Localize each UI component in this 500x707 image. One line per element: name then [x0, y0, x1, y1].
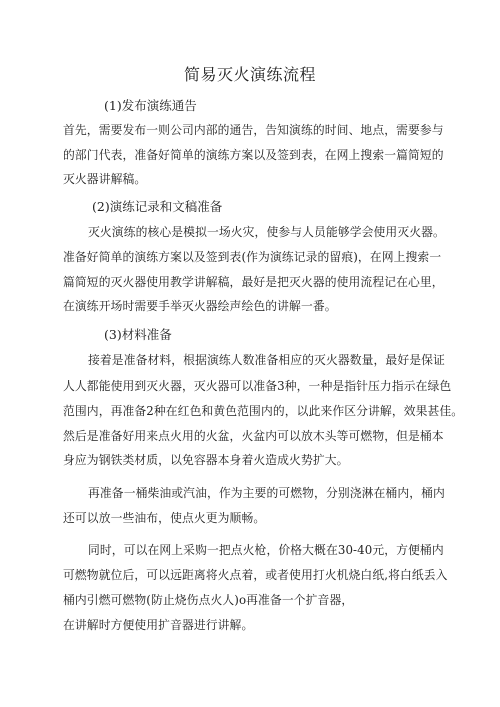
paragraph-line: 同时，可以在网上采购一把点火枪，价格大概在30-40元，方便桶内 — [88, 543, 444, 557]
section-heading-2: (2)演练记录和文稿准备 — [92, 199, 223, 214]
paragraph-line: 还可以放一些油布，使点火更为顺畅。 — [63, 511, 266, 525]
paragraph-line: 范围内，再准备2种在红色和黄色范围内的，以此来作区分讲解，效果甚佳。 — [63, 404, 464, 418]
paragraph-line: 准备好简单的演练方案以及签到表(作为演练记录的留痕)，在网上搜索一 — [63, 250, 442, 264]
paragraph-line: 灭火器讲解稿。 — [63, 172, 147, 186]
paragraph-line: 可燃物就位后，可以远距离将火点着，或者使用打火机烧白纸,将白纸丢入 — [63, 568, 448, 582]
paragraph-line: 人人都能使用到灭火器，灭火器可以准备3种，一种是指针压力指示在绿色 — [63, 379, 452, 393]
paragraph-line: 灭火演练的核心是模拟一场火灾，使参与人员能够学会使用灭火器。 — [88, 225, 445, 239]
paragraph-line: 接着是准备材料，根据演练人数准备相应的灭火器数量，最好是保证 — [88, 353, 445, 367]
paragraph-line: 然后是准备好用来点火用的火盆，火盆内可以放木头等可燃物，但是桶本 — [63, 429, 444, 443]
document-title: 简易灭火演练流程 — [183, 65, 316, 84]
section-heading-1: (1)发布演练通告 — [104, 98, 197, 113]
paragraph-line: 再准备一桶柴油或汽油，作为主要的可燃物，分别浇淋在桶内，桶内 — [88, 486, 445, 500]
paragraph-line: 篇简短的灭火器使用教学讲解稿，最好是把灭火器的使用流程记在心里， — [63, 275, 444, 289]
paragraph-line: 在讲解时方便使用扩音器进行讲解。 — [63, 618, 254, 632]
paragraph-line: 身应为钢铁类材质，以免容器本身着火造成火势扩大。 — [63, 453, 349, 467]
paragraph-line: 首先，需要发布一则公司内部的通告，告知演练的时间、地点，需要参与 — [63, 123, 444, 137]
paragraph-line: 在演练开场时需要手举灭火器绘声绘色的讲解一番。 — [63, 299, 337, 313]
paragraph-line: 桶内引燃可燃物(防止烧伤点火人)o再准备一个扩音器， — [63, 593, 354, 607]
paragraph-line: 的部门代表，准备好简单的演练方案以及签到表，在网上搜索一篇简短的 — [63, 148, 444, 162]
section-heading-3: (3)材料准备 — [104, 327, 172, 342]
